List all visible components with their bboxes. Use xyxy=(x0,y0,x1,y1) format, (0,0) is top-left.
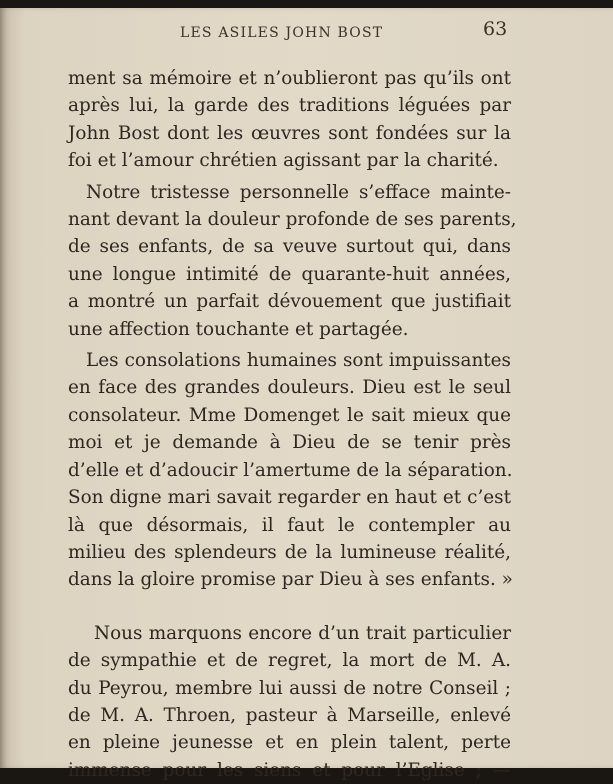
paragraph-3 xyxy=(68,347,511,594)
text-line: une affection touchante et partagée. xyxy=(68,318,409,340)
text-line: milieu des splendeurs de la lumineuse réalité, xyxy=(68,541,511,563)
text-line: d’elle et d’adoucir l’amertume de la séparation. xyxy=(68,459,513,481)
text-line: là que désormais, il faut le contempler au xyxy=(68,514,511,536)
paragraph-2 xyxy=(68,179,517,343)
body-text xyxy=(68,65,517,784)
text-line: Les consolations humaines sont impuissantes xyxy=(86,350,511,372)
text-line: de ses enfants, de sa veuve surtout qui, dans xyxy=(68,236,511,258)
text-line: une longue intimité de quarante-huit années, xyxy=(68,263,511,285)
text-line: en pleine jeunesse et en plein talent, perte xyxy=(68,732,511,754)
paragraph-1 xyxy=(68,65,511,175)
paragraph-4 xyxy=(68,620,511,784)
text-line: Son digne mari savait regarder en haut et c’est xyxy=(68,487,511,509)
text-line: Notre tristesse personnelle s’efface mainte- xyxy=(86,181,511,203)
text-line: Nous marquons encore d’un trait particulier xyxy=(94,622,511,644)
text-line: ment sa mémoire et n’oublieront pas qu’ils ont xyxy=(68,68,511,89)
text-line: de M. A. Throen, pasteur à Marseille, enlevé xyxy=(68,704,511,726)
text-line: nant devant la douleur profonde de ses parents, xyxy=(68,209,517,231)
text-line: consolateur. Mme Domenget le sait mieux que xyxy=(68,404,511,426)
text-line: du Peyrou, membre lui aussi de notre Conseil ; xyxy=(68,677,511,699)
text-line: dans la gloire promise par Dieu à ses enfants. » xyxy=(68,569,513,591)
text-line: John Bost dont les œuvres sont fondées sur la xyxy=(68,122,511,144)
text-line: en face des grandes douleurs. Dieu est le seul xyxy=(68,377,511,399)
book-page xyxy=(0,8,613,781)
text-line: foi et l’amour chrétien agissant par la charité. xyxy=(68,150,499,172)
text-line: après lui, la garde des traditions léguées par xyxy=(68,95,511,117)
running-head: LES ASILES JOHN BOST xyxy=(180,25,384,41)
page-number: 63 xyxy=(483,18,508,40)
text-line: immense pour les siens et pour l’Eglise ; — xyxy=(68,759,511,781)
text-line: a montré un parfait dévouement que justifiait xyxy=(68,291,511,313)
text-line: moi et je demande à Dieu de se tenir près xyxy=(68,432,511,454)
text-line: de sympathie et de regret, la mort de M. A. xyxy=(68,650,511,672)
